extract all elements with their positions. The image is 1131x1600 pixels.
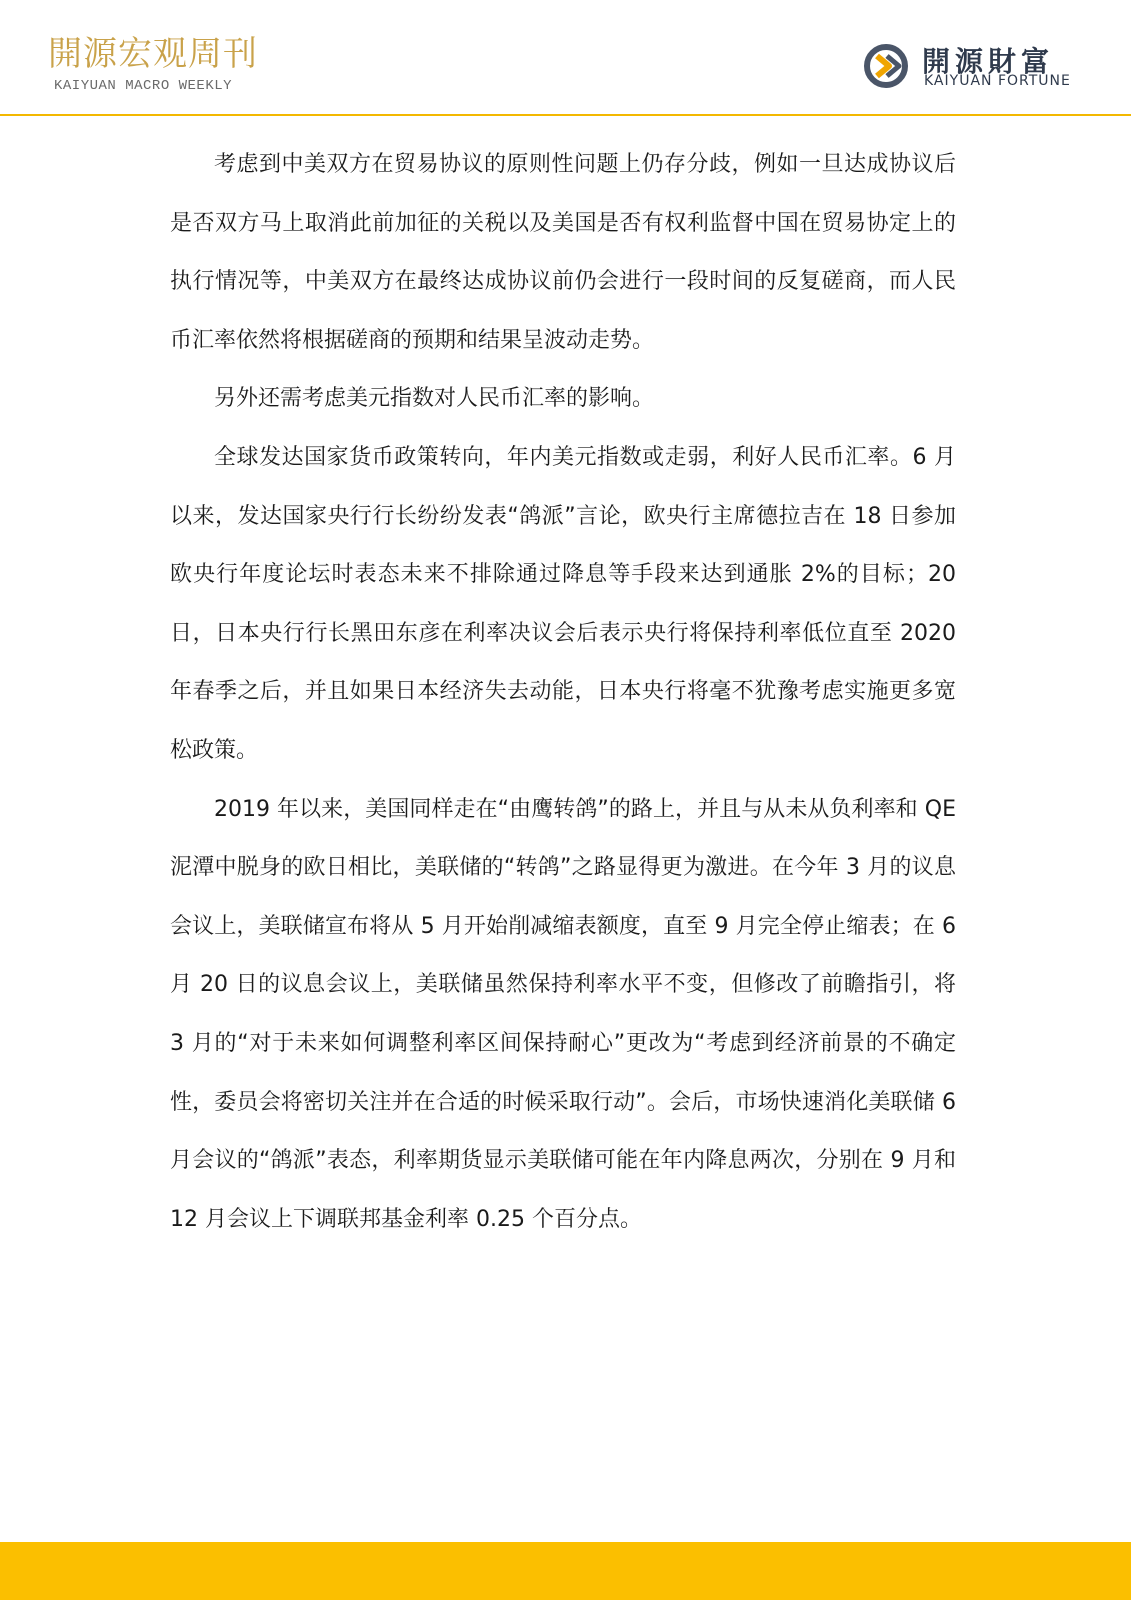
paragraph: 全球发达国家货币政策转向，年内美元指数或走弱，利好人民币汇率。6 月以来，发达国家央行行长纷纷发表“鸽派”言论，欧央行主席德拉吉在 18 日参加欧央行年度论坛时表态未来不排除通过降息等手段来达到通胀 2%的目标；20 日，日本央行行长黑田东彦在利率决议会后表示央行将保持利率低位直至 2020 年春季之后，并且如果日本经济失去动能，日本央行将毫不犹豫考虑实施更多宽松政策。: [170, 444, 956, 763]
publication-title: 開源宏观周刊: [48, 34, 258, 74]
article-body: [170, 136, 956, 1249]
header-divider: [0, 114, 1131, 116]
paragraph: 考虑到中美双方在贸易协议的原则性问题上仍存分歧，例如一旦达成协议后是否双方马上取消此前加征的关税以及美国是否有权利监督中国在贸易协定上的执行情况等，中美双方在最终达成协议前仍会进行一段时间的反复磋商，而人民币汇率依然将根据磋商的预期和结果呈波动走势。: [170, 152, 956, 353]
logo-english-name: KAIYUAN FORTUNE: [924, 73, 1071, 89]
page-header: [0, 0, 1131, 116]
kaiyuan-logo-icon: [862, 42, 910, 90]
company-logo: [862, 40, 1082, 92]
logo-chinese-name: 開源財富: [922, 45, 1055, 78]
footer-bar: [0, 1542, 1131, 1600]
paragraph: 2019 年以来，美国同样走在“由鹰转鸽”的路上，并且与从未从负利率和 QE 泥潭中脱身的欧日相比，美联储的“转鸽”之路显得更为激进。在今年 3 月的议息会议上，美联储宣布将从 5 月开始削减缩表额度，直至 9 月完全停止缩表；在 6 月 20 日的议息会议上，美联储虽然保持利率水平不变，但修改了前瞻指引，将 3 月的“对于未来如何调整利率区间保持耐心”更改为“考虑到经济前景的不确定性，委员会将密切关注并在合适的时候采取行动”。会后，市场快速消化美联储 6 月会议的“鸽派”表态，利率期货显示美联储可能在年内降息两次，分别在 9 月和 12 月会议上下调联邦基金利率 0.25 个百分点。: [170, 796, 956, 1232]
paragraph: 另外还需考虑美元指数对人民币汇率的影响。: [214, 386, 655, 412]
publication-subtitle: KAIYUAN MACRO WEEKLY: [54, 78, 233, 94]
